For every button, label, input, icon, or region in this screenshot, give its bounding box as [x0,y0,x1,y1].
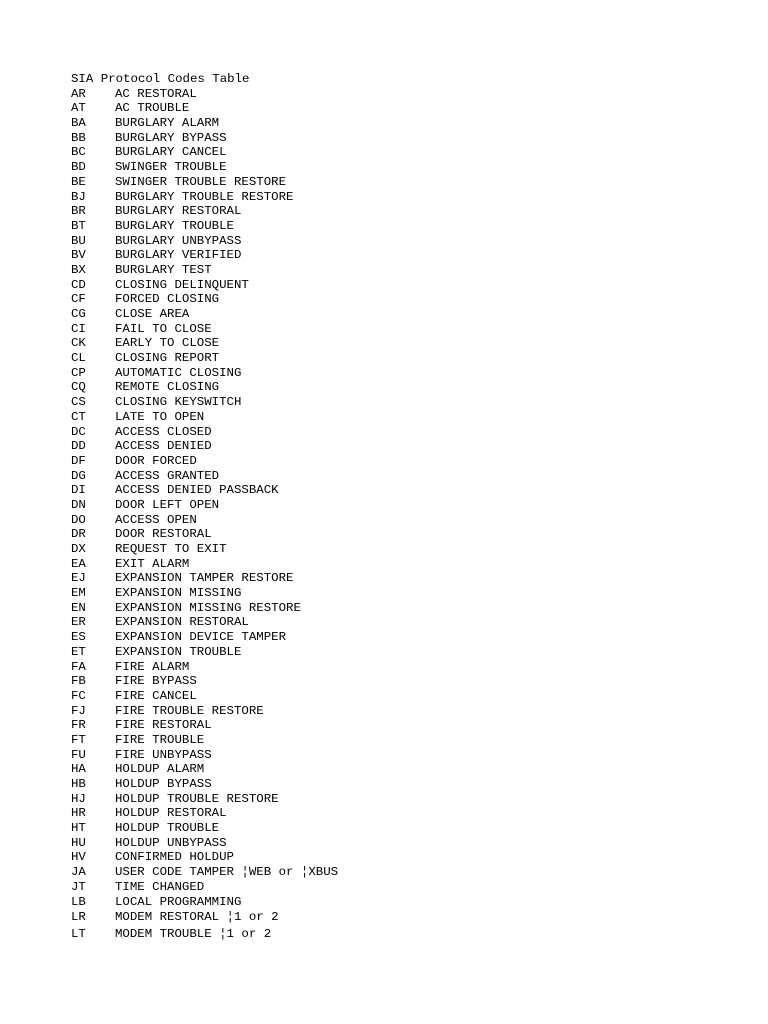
code-cell: ET [71,644,86,659]
description-cell: FIRE UNBYPASS [115,747,212,762]
table-row [71,116,751,131]
code-cell: LB [71,894,86,909]
code-cell: CG [71,307,86,321]
description-cell: EXPANSION TROUBLE [115,644,242,659]
table-row [71,733,751,748]
description-cell: CLOSING DELINQUENT [115,277,249,292]
code-cell: CK [71,336,86,351]
code-cell: FA [71,659,86,674]
table-row [71,542,751,557]
code-cell: DR [71,527,86,542]
description-cell: HOLDUP TROUBLE [115,821,220,836]
description-cell: FIRE TROUBLE [115,732,205,747]
code-cell: EM [71,586,86,601]
table-row [71,322,751,337]
code-cell: HA [71,762,86,777]
code-cell: BV [71,248,86,263]
table-row [71,175,751,190]
table-row [71,850,751,865]
code-cell: CQ [71,380,86,395]
code-cell: HV [71,850,86,865]
table-row [71,586,751,601]
table-row [71,571,751,586]
code-cell: FC [71,688,86,703]
description-cell: AC RESTORAL [115,86,197,101]
description-cell: CLOSE AREA [115,307,190,321]
code-cell: BR [71,204,86,219]
code-cell: AT [71,101,86,116]
code-cell: DO [71,512,86,527]
description-cell: ACCESS DENIED [115,439,212,454]
code-cell: EN [71,600,86,615]
table-row [71,718,751,733]
table-row [71,821,751,836]
table-row [71,762,751,777]
table-row [71,219,751,234]
table-row [71,248,751,263]
code-cell: FB [71,674,86,689]
description-cell: BURGLARY VERIFIED [115,248,242,263]
code-cell: CI [71,321,86,336]
table-row [71,895,751,910]
table-row [71,498,751,513]
code-cell: DG [71,468,86,483]
description-cell: FIRE CANCEL [115,688,197,703]
code-cell: DX [71,542,86,556]
description-cell: ACCESS DENIED PASSBACK [115,483,279,498]
table-row [71,454,751,469]
description-cell: CLOSING REPORT [115,351,220,366]
code-cell: BJ [71,189,86,204]
description-cell: REMOTE CLOSING [115,380,220,395]
description-cell: FIRE ALARM [115,659,190,674]
code-cell: ER [71,615,86,630]
code-cell: HR [71,806,86,821]
code-cell: CL [71,351,86,366]
description-cell: LOCAL PROGRAMMING [115,894,242,909]
table-row [71,425,751,440]
table-row [71,880,751,895]
table-row [71,792,751,807]
codes-table [71,87,751,944]
table-row [71,410,751,425]
table-row [71,704,751,719]
description-cell: LATE TO OPEN [115,409,205,424]
document-page [71,72,751,943]
description-cell: BURGLARY TEST [115,262,212,277]
description-cell: EARLY TO CLOSE [115,336,220,351]
table-row [71,689,751,704]
table-row [71,615,751,630]
description-cell: SWINGER TROUBLE RESTORE [115,174,287,189]
code-cell: FT [71,732,86,747]
table-row [71,234,751,249]
description-cell: FAIL TO CLOSE [115,321,212,336]
description-cell: FORCED CLOSING [115,292,220,307]
description-cell: TIME CHANGED [115,879,205,894]
description-cell: ACCESS OPEN [115,512,197,527]
table-row [71,336,751,351]
table-row [71,513,751,528]
description-cell: DOOR RESTORAL [115,527,212,542]
code-cell: AR [71,86,86,101]
description-cell: DOOR FORCED [115,453,197,468]
table-row [71,865,751,880]
code-cell: HB [71,777,86,791]
code-cell: BC [71,145,86,160]
code-cell: DC [71,424,86,439]
table-row [71,87,751,102]
table-row [71,660,751,675]
description-cell: BURGLARY CANCEL [115,145,227,160]
table-row [71,469,751,484]
code-cell: CT [71,409,86,424]
table-row [71,131,751,146]
table-row [71,926,751,943]
table-row [71,204,751,219]
code-cell: DF [71,453,86,468]
description-cell: HOLDUP RESTORAL [115,806,227,821]
code-cell: CF [71,292,86,307]
table-row [71,527,751,542]
description-cell: HOLDUP UNBYPASS [115,835,227,850]
description-cell: ACCESS GRANTED [115,468,220,483]
table-row [71,307,751,322]
description-cell: FIRE RESTORAL [115,718,212,733]
code-cell: LR [71,910,86,925]
code-cell: BE [71,174,86,189]
code-cell: CD [71,277,86,292]
description-cell: EXPANSION RESTORAL [115,615,249,630]
description-cell: BURGLARY RESTORAL [115,204,242,219]
code-cell: BU [71,233,86,248]
code-cell: CS [71,395,86,410]
description-cell: HOLDUP TROUBLE RESTORE [115,791,279,806]
description-cell: FIRE TROUBLE RESTORE [115,703,264,718]
table-row [71,483,751,498]
description-cell: BURGLARY TROUBLE [115,218,234,233]
code-cell: EA [71,556,86,571]
code-cell: ES [71,630,86,645]
table-row [71,351,751,366]
description-cell: BURGLARY BYPASS [115,130,227,145]
description-cell: DOOR LEFT OPEN [115,497,220,512]
code-cell: FU [71,747,86,762]
table-row [71,145,751,160]
code-cell: HT [71,821,86,836]
description-cell: MODEM TROUBLE ¦1 or 2 [115,927,272,942]
description-cell: EXPANSION DEVICE TAMPER [115,630,287,645]
code-cell: FJ [71,703,86,718]
code-cell: CP [71,365,86,380]
code-cell: DI [71,483,86,498]
code-cell: DD [71,439,86,454]
table-row [71,101,751,116]
code-cell: BT [71,218,86,233]
description-cell: EXPANSION TAMPER RESTORE [115,571,294,586]
table-row [71,190,751,205]
table-row [71,380,751,395]
code-cell: DN [71,497,86,512]
table-row [71,263,751,278]
description-cell: REQUEST TO EXIT [115,542,227,556]
code-cell: HJ [71,791,86,806]
code-cell: HU [71,835,86,850]
description-cell: SWINGER TROUBLE [115,160,227,175]
description-cell: BURGLARY ALARM [115,116,220,131]
description-cell: AC TROUBLE [115,101,190,116]
description-cell: USER CODE TAMPER ¦WEB or ¦XBUS [115,865,339,880]
table-row [71,806,751,821]
description-cell: EXIT ALARM [115,556,190,571]
table-row [71,601,751,616]
table-row [71,557,751,572]
description-cell: EXPANSION MISSING [115,586,242,601]
document-title: SIA Protocol Codes Table [71,72,250,86]
code-cell: LT [71,927,86,942]
description-cell: HOLDUP BYPASS [115,777,212,791]
code-cell: EJ [71,571,86,586]
table-row [71,630,751,645]
code-cell: JT [71,879,86,894]
table-row [71,278,751,293]
code-cell: BX [71,262,86,277]
description-cell: FIRE BYPASS [115,674,197,689]
code-cell: FR [71,718,86,733]
description-cell: AUTOMATIC CLOSING [115,365,242,380]
table-row [71,748,751,763]
table-row [71,439,751,454]
table-row [71,777,751,792]
code-cell: JA [71,865,86,880]
description-cell: BURGLARY UNBYPASS [115,233,242,248]
code-cell: BB [71,130,86,145]
table-row [71,836,751,851]
table-row [71,645,751,660]
description-cell: HOLDUP ALARM [115,762,205,777]
description-cell: BURGLARY TROUBLE RESTORE [115,189,294,204]
description-cell: MODEM RESTORAL ¦1 or 2 [115,910,279,925]
table-row [71,909,751,926]
description-cell: CLOSING KEYSWITCH [115,395,242,410]
description-cell: CONFIRMED HOLDUP [115,850,234,865]
description-cell: EXPANSION MISSING RESTORE [115,600,301,615]
table-row [71,366,751,381]
code-cell: BA [71,116,86,131]
table-row [71,395,751,410]
table-row [71,674,751,689]
code-cell: BD [71,160,86,175]
description-cell: ACCESS CLOSED [115,424,212,439]
table-row [71,292,751,307]
table-row [71,160,751,175]
